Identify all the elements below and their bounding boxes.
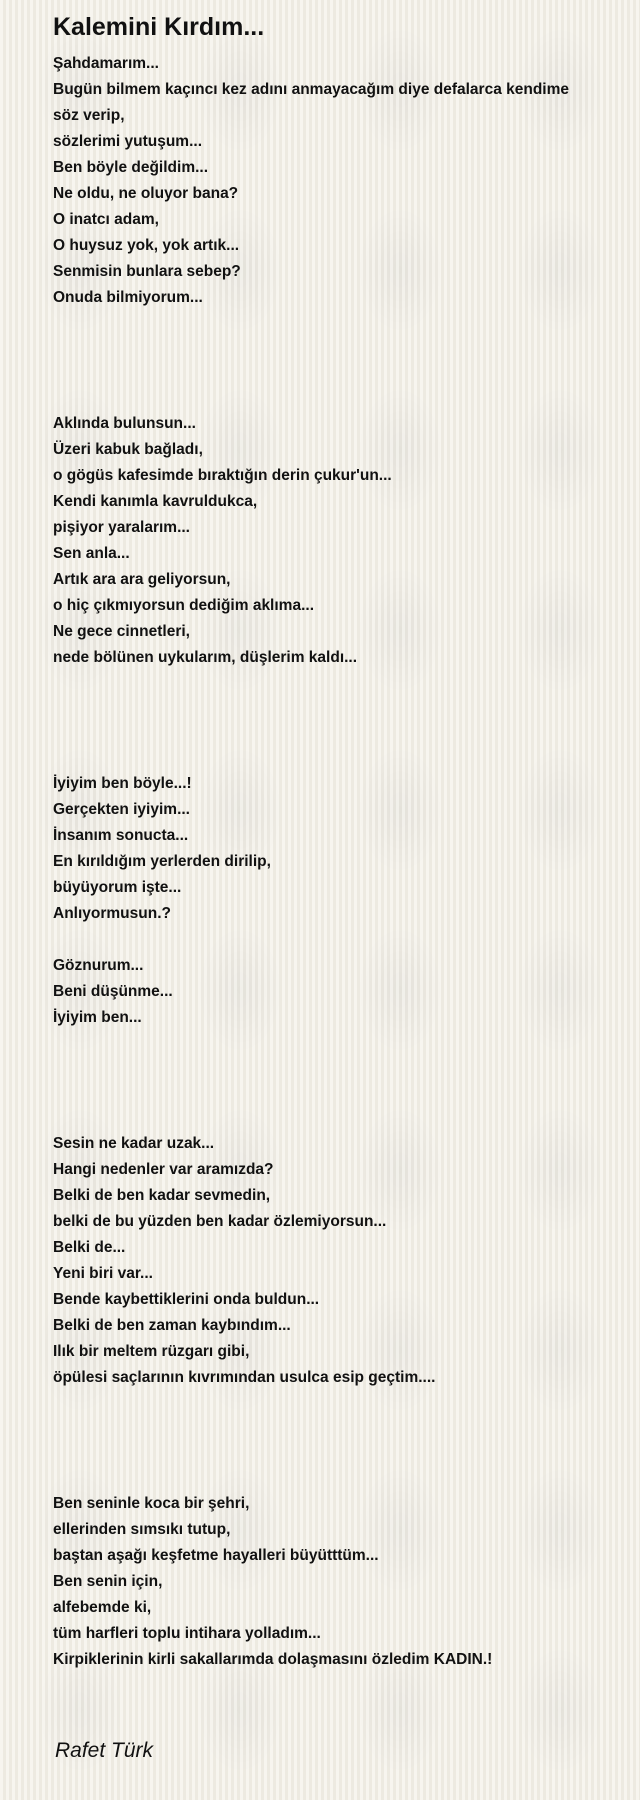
poem-line: Üzeri kabuk bağladı,	[53, 441, 203, 458]
poem-line: O huysuz yok, yok artık...	[53, 237, 240, 254]
poem-line: Bugün bilmem kaçıncı kez adını anmayacağım diye defalarca kendime	[53, 81, 570, 98]
poem-line: Beni düşünme...	[53, 983, 173, 1000]
poem-line: Sen anla...	[53, 545, 130, 562]
poem-line: İyiyim ben...	[53, 1009, 142, 1026]
poem-line: Göznurum...	[53, 957, 144, 974]
poem-line: Anlıyormusun.?	[53, 905, 171, 922]
poem-line: Ne oldu, ne oluyor bana?	[53, 185, 239, 202]
poem-line: Ne gece cinnetleri,	[53, 623, 190, 640]
poem-title: Kalemini Kırdım...	[53, 13, 265, 41]
poem-line: Kendi kanımla kavruldukca,	[53, 493, 258, 510]
poem-line: Ben böyle değildim...	[53, 159, 209, 176]
poem-line: Gerçekten iyiyim...	[53, 801, 190, 818]
poem-author: Rafet Türk	[55, 1739, 154, 1762]
poem-line: İyiyim ben böyle...!	[53, 775, 192, 792]
poem-line: Belki de ben kadar sevmedin,	[53, 1187, 271, 1204]
poem-line: o gögüs kafesimde bıraktığın derin çukur'un...	[53, 467, 392, 484]
poem-line: söz verip,	[53, 107, 125, 124]
poem-line: Yeni biri var...	[53, 1265, 153, 1282]
poem-line: Bende kaybettiklerini onda buldun...	[53, 1291, 320, 1308]
poem-line: Belki de ben zaman kaybındım...	[53, 1317, 291, 1334]
poem-line: Kirpiklerinin kirli sakallarımda dolaşmasını özledim KADIN.!	[53, 1651, 493, 1668]
poem-line: Şahdamarım...	[53, 55, 159, 72]
poem-line: O inatcı adam,	[53, 211, 159, 228]
poem-line: pişiyor yaralarım...	[53, 519, 190, 536]
poem-line: Ben senin için,	[53, 1573, 163, 1590]
poem-line: Ilık bir meltem rüzgarı gibi,	[53, 1343, 250, 1360]
poem-line: öpülesi saçlarının kıvrımından usulca esip geçtim....	[53, 1369, 436, 1386]
poem-line: Sesin ne kadar uzak...	[53, 1135, 215, 1152]
poem-line: belki de bu yüzden ben kadar özlemiyorsun...	[53, 1213, 387, 1230]
poem-line: baştan aşağı keşfetme hayalleri büyütttüm...	[53, 1547, 379, 1564]
poem-line: Ben seninle koca bir şehri,	[53, 1495, 250, 1512]
poem-line: En kırıldığım yerlerden dirilip,	[53, 853, 271, 870]
poem-line: ellerinden sımsıkı tutup,	[53, 1521, 231, 1538]
poem-line: nede bölünen uykularım, düşlerim kaldı...	[53, 649, 358, 666]
poem-line: Aklında bulunsun...	[53, 415, 196, 432]
poem-line: İnsanım sonucta...	[53, 827, 189, 844]
poem-line: sözlerimi yutuşum...	[53, 133, 203, 150]
poem-line: Belki de...	[53, 1239, 126, 1256]
poem-line: alfebemde ki,	[53, 1599, 152, 1616]
poem-line: Artık ara ara geliyorsun,	[53, 571, 231, 588]
poem-line: büyüyorum işte...	[53, 879, 182, 896]
poem-line: Hangi nedenler var aramızda?	[53, 1161, 274, 1178]
poem-line: tüm harfleri toplu intihara yolladım...	[53, 1625, 321, 1642]
poem-line: Senmisin bunlara sebep?	[53, 263, 241, 280]
poem-line: o hiç çıkmıyorsun dediğim aklıma...	[53, 597, 314, 614]
poem-line: Onuda bilmiyorum...	[53, 289, 203, 306]
